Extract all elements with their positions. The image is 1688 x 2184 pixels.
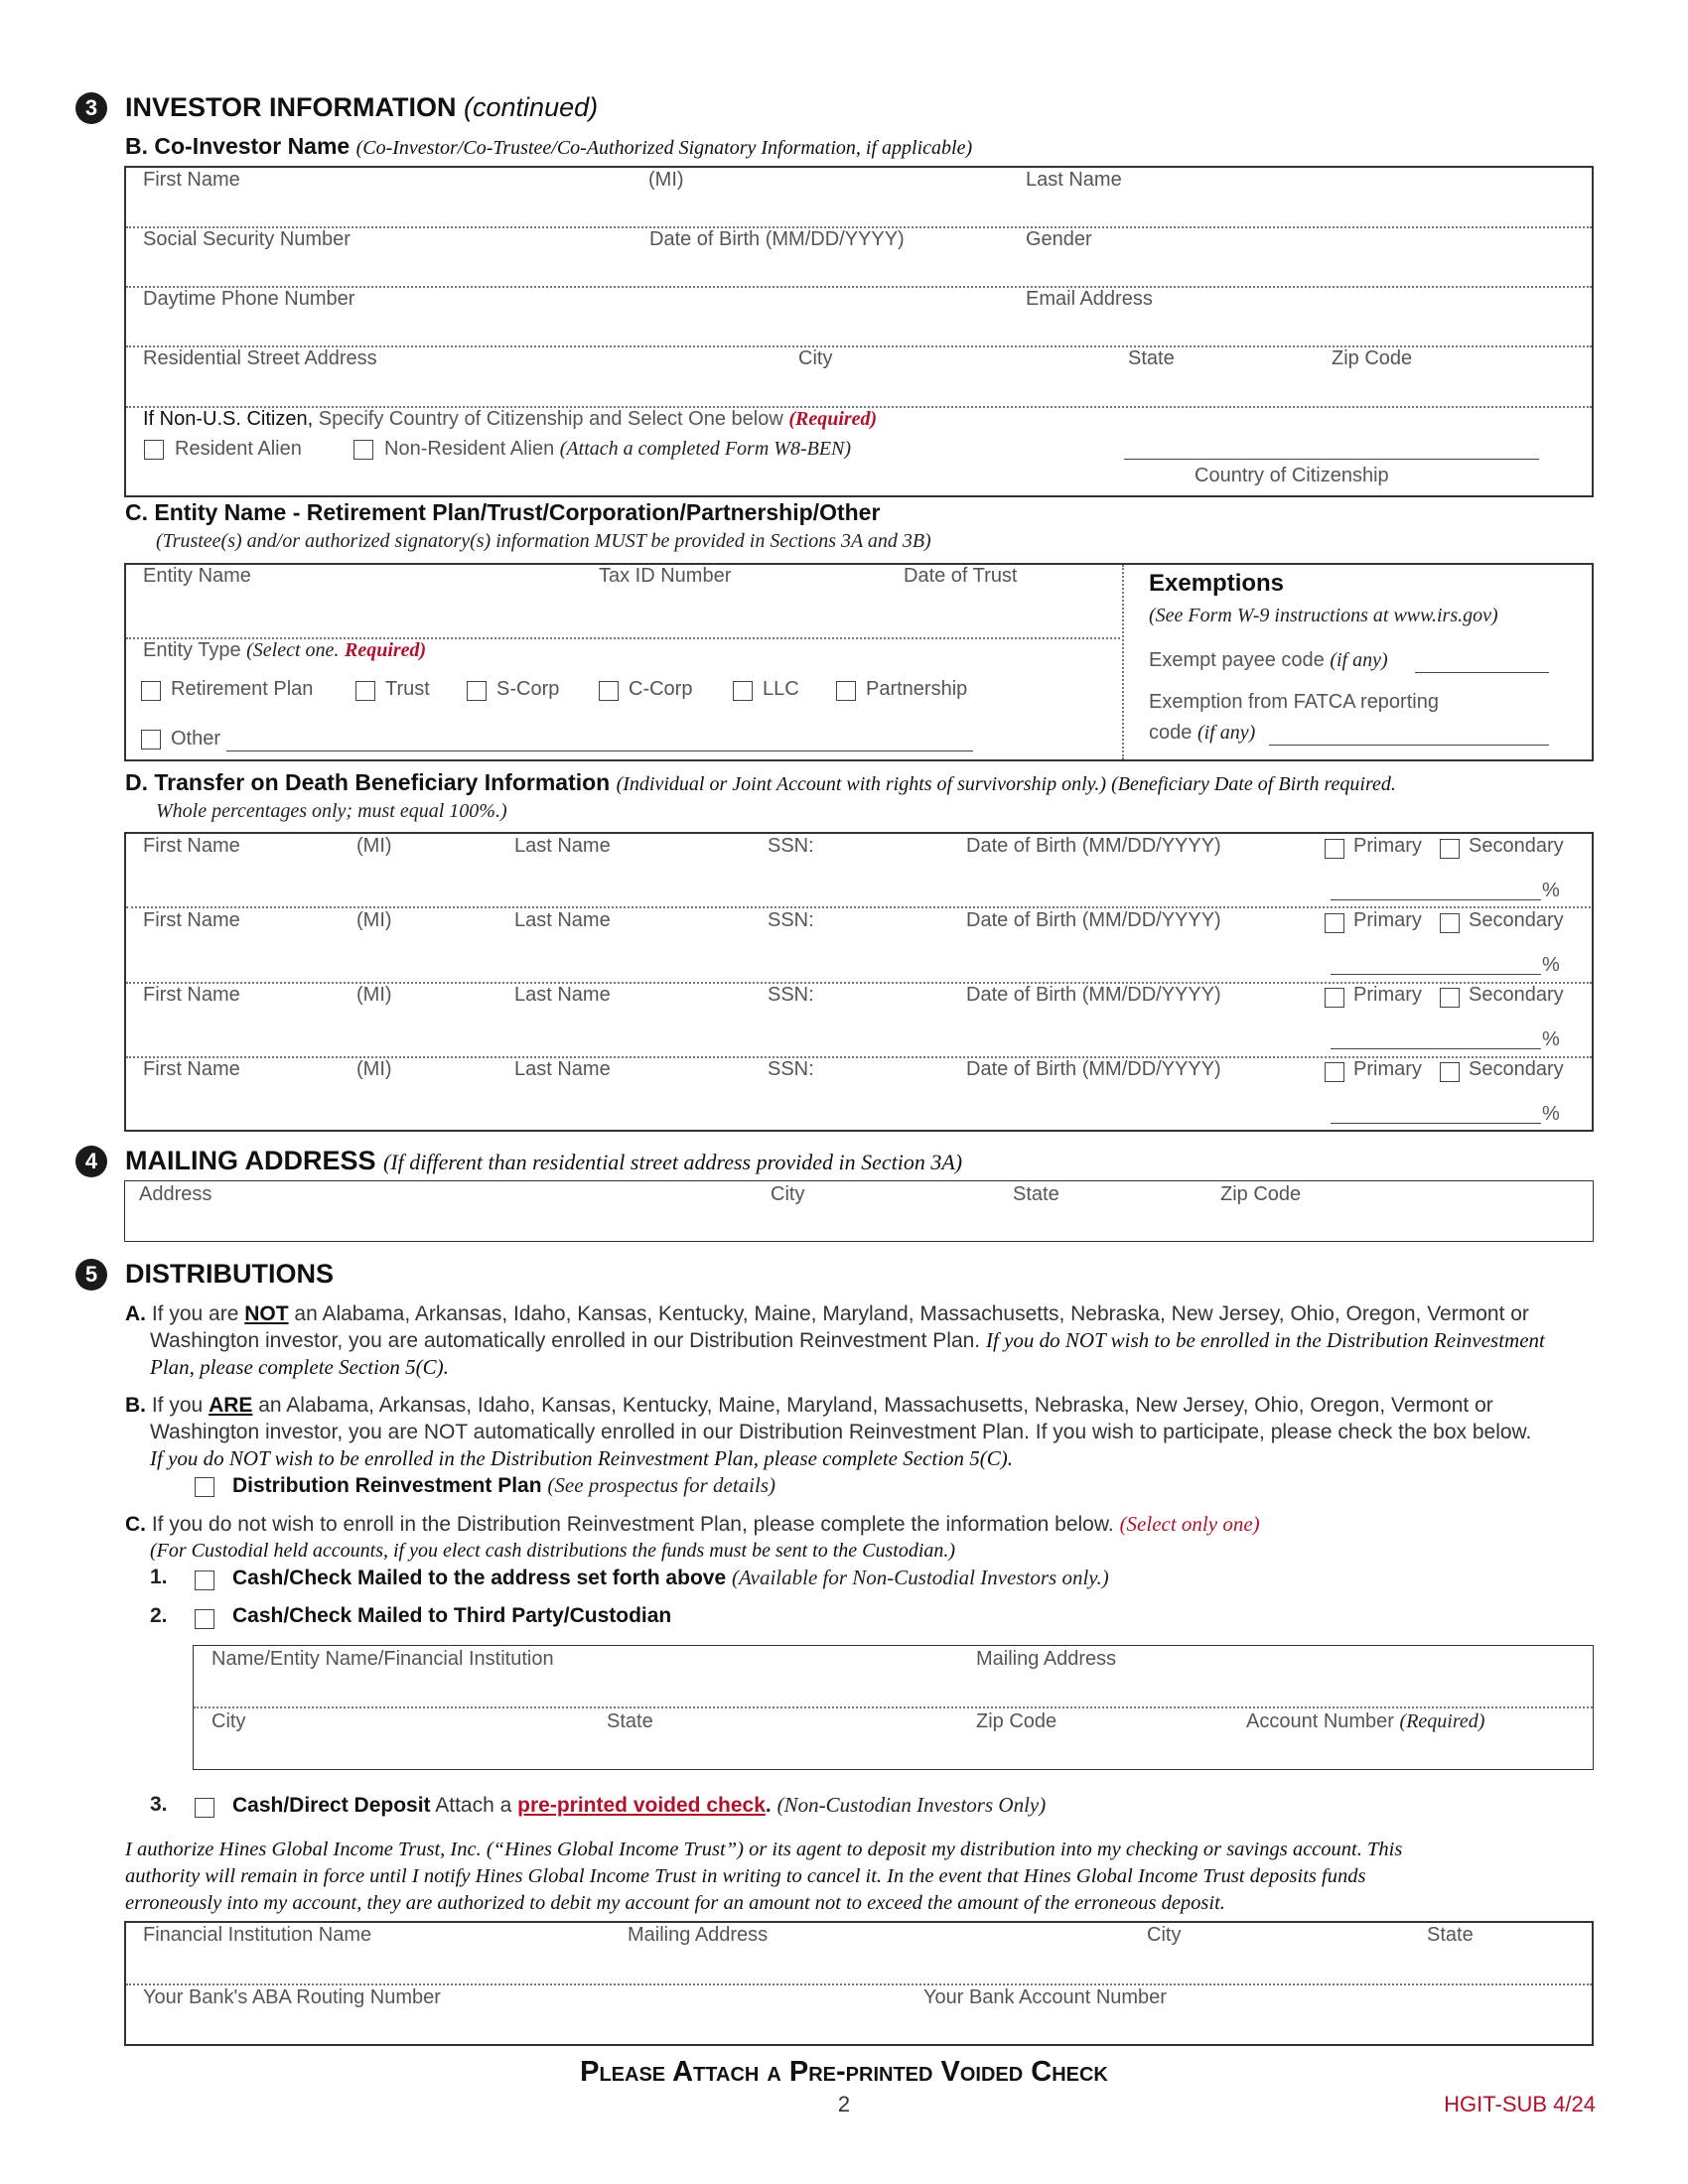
entity-name-field[interactable]: Entity Name — [143, 565, 251, 587]
attach-voided-check-banner: Please Attach a Pre-printed Voided Check — [580, 2056, 1108, 2088]
section-4-heading — [125, 1146, 962, 1176]
distribution-b-line-1 — [125, 1392, 1493, 1419]
third-party-city-field[interactable]: City — [211, 1710, 246, 1732]
beneficiary-first-name[interactable]: First Name — [143, 909, 240, 931]
beneficiary-ssn[interactable]: SSN: — [768, 1058, 814, 1080]
option-3-attach: Attach a — [435, 1794, 512, 1817]
distribution-a-text: an Alabama, Arkansas, Idaho, Kansas, Kentucky, Maine, Maryland, Massachusetts, Nebraska, New Jersey, Ohio, Oregon, Vermont or — [294, 1302, 1529, 1325]
co-investor-zip-field[interactable]: Zip Code — [1332, 347, 1413, 369]
option-3-period: . — [765, 1794, 772, 1817]
distribution-a-label: A. — [125, 1302, 146, 1325]
co-investor-gender-field[interactable]: Gender — [1026, 228, 1092, 250]
co-investor-first-name-field[interactable]: First Name — [143, 169, 240, 191]
co-investor-phone-field[interactable]: Daytime Phone Number — [143, 288, 355, 310]
other-checkbox[interactable] — [141, 730, 161, 750]
exempt-payee-if-any: (if any) — [1330, 649, 1388, 671]
page-number: 2 — [837, 2092, 851, 2116]
distribution-b-are: ARE — [209, 1394, 253, 1417]
option-1-number: 1. — [150, 1566, 168, 1588]
co-investor-state-field[interactable]: State — [1128, 347, 1175, 369]
distribution-a-pre: If you are — [151, 1302, 239, 1325]
other-label: Other — [171, 728, 221, 750]
co-investor-title: B. Co-Investor Name — [125, 133, 351, 159]
distribution-b-line-2: Washington investor, you are NOT automatically enrolled in our Distribution Reinvestment Plan. If you wish to participate, please check the box below. — [150, 1421, 1532, 1443]
beneficiary-primary-checkbox[interactable] — [1325, 913, 1344, 933]
co-investor-box — [124, 166, 1594, 497]
beneficiary-mi[interactable]: (MI) — [356, 909, 392, 931]
entity-name-title: C. Entity Name - Retirement Plan/Trust/Corporation/Partnership/Other — [125, 499, 881, 525]
beneficiary-percent-line[interactable] — [1331, 899, 1541, 900]
mailing-address-field[interactable]: Address — [139, 1183, 212, 1205]
s-corp-label: S-Corp — [496, 678, 560, 700]
bank-mailing-field[interactable]: Mailing Address — [628, 1924, 769, 1946]
authorization-line-1: I authorize Hines Global Income Trust, Inc. (“Hines Global Income Trust”) or its agent to deposit my distribution into my checking or savings account. This — [125, 1839, 1403, 1860]
beneficiary-primary-label: Primary — [1353, 835, 1422, 857]
option-3-checkbox[interactable] — [195, 1798, 214, 1818]
exempt-payee-label — [1149, 649, 1388, 672]
section-3-number: 3 — [75, 92, 107, 124]
country-of-citizenship-line[interactable] — [1124, 459, 1539, 460]
beneficiary-primary-label: Primary — [1353, 984, 1422, 1006]
tax-id-field[interactable]: Tax ID Number — [599, 565, 732, 587]
non-us-required: (Required) — [788, 408, 878, 430]
third-party-mailing-field[interactable]: Mailing Address — [976, 1648, 1117, 1670]
third-party-zip-field[interactable]: Zip Code — [976, 1710, 1057, 1732]
authorization-line-3: erroneously into my account, they are authorized to debit my account for an amount not to exceed the amount of the erroneous deposit. — [125, 1892, 1225, 1914]
section-5-title: DISTRIBUTIONS — [125, 1259, 335, 1289]
third-party-account-field[interactable] — [1246, 1710, 1484, 1733]
option-1-note: (Available for Non-Custodial Investors only.) — [731, 1566, 1109, 1589]
fatca-if-any: (if any) — [1196, 722, 1256, 744]
third-party-account-label: Account Number — [1246, 1710, 1394, 1732]
option-3-note: (Non-Custodian Investors Only) — [776, 1793, 1047, 1817]
drp-label-row — [232, 1473, 775, 1498]
beneficiary-mi[interactable]: (MI) — [356, 835, 392, 857]
beneficiary-ssn[interactable]: SSN: — [768, 984, 814, 1006]
bank-city-field[interactable]: City — [1147, 1924, 1182, 1946]
beneficiary-last-name[interactable]: Last Name — [514, 984, 611, 1006]
distribution-b-pre: If you — [151, 1394, 204, 1417]
mailing-address-box — [124, 1180, 1594, 1242]
trust-label: Trust — [385, 678, 430, 700]
non-us-citizen-bold: If Non-U.S. Citizen, — [143, 408, 314, 430]
llc-label: LLC — [763, 678, 799, 700]
distribution-a-line-2-italic: If you do NOT wish to be enrolled in the Distribution Reinvestment — [986, 1328, 1545, 1352]
option-3-label: Cash/Direct Deposit — [232, 1794, 431, 1817]
beneficiary-percent-line[interactable] — [1331, 1123, 1541, 1124]
section-4-note: (If different than residential street address provided in Section 3A) — [383, 1150, 963, 1174]
option-2-number: 2. — [150, 1604, 168, 1627]
beneficiary-secondary-checkbox[interactable] — [1440, 988, 1460, 1008]
exemptions-title: Exemptions — [1149, 570, 1285, 597]
co-investor-mi-field[interactable]: (MI) — [648, 169, 684, 191]
beneficiary-dob[interactable]: Date of Birth (MM/DD/YYYY) — [966, 984, 1221, 1006]
c-corp-checkbox[interactable] — [599, 681, 619, 701]
beneficiary-primary-checkbox[interactable] — [1325, 988, 1344, 1008]
fatca-label-1: Exemption from FATCA reporting — [1149, 691, 1439, 713]
tod-note-1: (Individual or Joint Account with rights of survivorship only.) (Beneficiary Date of Birth required. — [616, 773, 1396, 795]
non-us-citizen-label — [143, 408, 877, 431]
option-3-row — [232, 1793, 1046, 1818]
distribution-c-custodial: (For Custodial held accounts, if you elect cash distributions the funds must be sent to the Custodian.) — [150, 1540, 956, 1562]
entity-name-note: (Trustee(s) and/or authorized signatory(s) information MUST be provided in Sections 3A and 3B) — [156, 530, 931, 552]
distribution-a-line-3: Plan, please complete Section 5(C). — [150, 1355, 449, 1379]
distribution-b-label: B. — [125, 1394, 146, 1417]
fatca-label-2 — [1149, 722, 1255, 745]
option-1-row — [232, 1566, 1109, 1590]
beneficiary-ssn[interactable]: SSN: — [768, 909, 814, 931]
distribution-a-line-2 — [150, 1327, 1545, 1354]
beneficiary-last-name[interactable]: Last Name — [514, 835, 611, 857]
llc-checkbox[interactable] — [733, 681, 753, 701]
beneficiary-first-name[interactable]: First Name — [143, 984, 240, 1006]
section-3-title — [125, 92, 598, 123]
distribution-b-text: an Alabama, Arkansas, Idaho, Kansas, Kentucky, Maine, Maryland, Massachusetts, Nebraska, New Jersey, Ohio, Oregon, Vermont or — [258, 1394, 1493, 1417]
option-2-checkbox[interactable] — [195, 1609, 214, 1629]
third-party-account-required: (Required) — [1399, 1710, 1485, 1732]
mailing-state-field[interactable]: State — [1013, 1183, 1059, 1205]
bank-account-field[interactable]: Your Bank Account Number — [923, 1986, 1167, 2008]
option-1-label: Cash/Check Mailed to the address set forth above — [232, 1567, 727, 1589]
beneficiary-dob[interactable]: Date of Birth (MM/DD/YYYY) — [966, 835, 1221, 857]
beneficiary-secondary-checkbox[interactable] — [1440, 839, 1460, 859]
distribution-a-line-1 — [125, 1300, 1529, 1327]
form-code: HGIT-SUB 4/24 — [1444, 2092, 1596, 2116]
beneficiary-dob[interactable]: Date of Birth (MM/DD/YYYY) — [966, 909, 1221, 931]
non-us-citizen-text: Specify Country of Citizenship and Select One below — [318, 408, 783, 430]
beneficiary-percent-sign: % — [1542, 1028, 1560, 1050]
option-1-checkbox[interactable] — [195, 1570, 214, 1590]
resident-alien-checkbox[interactable] — [144, 440, 164, 460]
fatca-line[interactable] — [1269, 745, 1549, 746]
bank-fin-name-field[interactable]: Financial Institution Name — [143, 1924, 372, 1946]
date-of-trust-field[interactable]: Date of Trust — [904, 565, 1018, 587]
beneficiary-last-name[interactable]: Last Name — [514, 909, 611, 931]
distribution-b-line-3: If you do NOT wish to be enrolled in the Distribution Reinvestment Plan, please complete Section 5(C). — [150, 1446, 1014, 1470]
beneficiary-first-name[interactable]: First Name — [143, 835, 240, 857]
exemptions-note: (See Form W-9 instructions at www.irs.gov) — [1149, 605, 1498, 626]
option-2-label: Cash/Check Mailed to Third Party/Custodian — [232, 1604, 672, 1627]
beneficiary-primary-checkbox[interactable] — [1325, 1062, 1344, 1082]
bank-routing-field[interactable]: Your Bank's ABA Routing Number — [143, 1986, 441, 2008]
non-resident-alien-checkbox[interactable] — [353, 440, 373, 460]
section-3-title-suffix: (continued) — [464, 92, 599, 122]
co-investor-last-name-field[interactable]: Last Name — [1026, 169, 1122, 191]
drp-label: Distribution Reinvestment Plan — [232, 1474, 542, 1497]
distribution-a-not: NOT — [244, 1302, 289, 1325]
retirement-plan-checkbox[interactable] — [141, 681, 161, 701]
co-investor-note: (Co-Investor/Co-Trustee/Co-Authorized Signatory Information, if applicable) — [355, 137, 973, 159]
distribution-c-text: If you do not wish to enroll in the Distribution Reinvestment Plan, please complete the information below. — [151, 1513, 1114, 1536]
c-corp-label: C-Corp — [629, 678, 693, 700]
country-of-citizenship-label: Country of Citizenship — [1195, 465, 1389, 486]
beneficiary-secondary-checkbox[interactable] — [1440, 1062, 1460, 1082]
tod-heading — [125, 769, 1396, 796]
beneficiary-primary-checkbox[interactable] — [1325, 839, 1344, 859]
beneficiary-last-name[interactable]: Last Name — [514, 1058, 611, 1080]
bank-state-field[interactable]: State — [1427, 1924, 1474, 1946]
beneficiary-primary-label: Primary — [1353, 909, 1422, 931]
exempt-payee-text: Exempt payee code — [1149, 649, 1325, 671]
distribution-a-line-2-text: Washington investor, you are automatically enrolled in our Distribution Reinvestment Plan. — [150, 1329, 981, 1352]
beneficiary-first-name[interactable]: First Name — [143, 1058, 240, 1080]
third-party-state-field[interactable]: State — [607, 1710, 653, 1732]
beneficiary-ssn[interactable]: SSN: — [768, 835, 814, 857]
section-5-number: 5 — [75, 1259, 107, 1291]
beneficiary-percent-sign: % — [1542, 880, 1560, 901]
entity-required: Required) — [344, 639, 427, 661]
beneficiary-secondary-checkbox[interactable] — [1440, 913, 1460, 933]
distribution-c-select: (Select only one) — [1119, 1512, 1260, 1536]
voided-check-link[interactable]: pre-printed voided check — [517, 1794, 766, 1817]
s-corp-checkbox[interactable] — [467, 681, 487, 701]
attach-w8-note: (Attach a completed Form W8-BEN) — [559, 438, 852, 460]
entity-select-one: (Select one. — [246, 639, 340, 661]
distribution-c-line-1 — [125, 1511, 1260, 1538]
tod-note-2: Whole percentages only; must equal 100%.) — [156, 800, 507, 822]
exempt-payee-line[interactable] — [1415, 672, 1549, 673]
non-resident-alien-text: Non-Resident Alien — [384, 438, 555, 460]
third-party-name-field[interactable]: Name/Entity Name/Financial Institution — [211, 1648, 554, 1670]
entity-type-text: Entity Type — [143, 639, 241, 661]
tod-box — [124, 832, 1594, 1132]
trust-checkbox[interactable] — [355, 681, 375, 701]
drp-note: (See prospectus for details) — [547, 1473, 775, 1497]
beneficiary-secondary-label: Secondary — [1469, 1058, 1564, 1080]
beneficiary-secondary-label: Secondary — [1469, 984, 1564, 1006]
beneficiary-percent-sign: % — [1542, 954, 1560, 976]
co-investor-street-field[interactable]: Residential Street Address — [143, 347, 377, 369]
beneficiary-mi[interactable]: (MI) — [356, 1058, 392, 1080]
co-investor-ssn-field[interactable]: Social Security Number — [143, 228, 351, 250]
beneficiary-percent-sign: % — [1542, 1103, 1560, 1125]
section-4-number: 4 — [75, 1146, 107, 1177]
beneficiary-mi[interactable]: (MI) — [356, 984, 392, 1006]
beneficiary-percent-line[interactable] — [1331, 1048, 1541, 1049]
co-investor-email-field[interactable]: Email Address — [1026, 288, 1153, 310]
retirement-plan-label: Retirement Plan — [171, 678, 314, 700]
beneficiary-primary-label: Primary — [1353, 1058, 1422, 1080]
mailing-city-field[interactable]: City — [771, 1183, 805, 1205]
section-4-title: MAILING ADDRESS — [125, 1146, 376, 1175]
section-3-title-text: INVESTOR INFORMATION — [125, 92, 457, 122]
authorization-line-2: authority will remain in force until I notify Hines Global Income Trust in writing to cancel it. In the event that Hines Global Income Trust deposits funds — [125, 1865, 1366, 1887]
drp-checkbox[interactable] — [195, 1477, 214, 1497]
resident-alien-label: Resident Alien — [175, 438, 302, 460]
partnership-checkbox[interactable] — [836, 681, 856, 701]
beneficiary-secondary-label: Secondary — [1469, 835, 1564, 857]
fatca-code-text: code — [1149, 722, 1193, 744]
beneficiary-percent-line[interactable] — [1331, 974, 1541, 975]
co-investor-dob-field[interactable]: Date of Birth (MM/DD/YYYY) — [649, 228, 905, 250]
mailing-zip-field[interactable]: Zip Code — [1220, 1183, 1302, 1205]
distribution-c-label: C. — [125, 1513, 146, 1536]
co-investor-city-field[interactable]: City — [798, 347, 833, 369]
beneficiary-dob[interactable]: Date of Birth (MM/DD/YYYY) — [966, 1058, 1221, 1080]
co-investor-heading — [125, 133, 972, 160]
beneficiary-secondary-label: Secondary — [1469, 909, 1564, 931]
entity-type-label — [143, 639, 426, 662]
partnership-label: Partnership — [866, 678, 968, 700]
option-3-number: 3. — [150, 1793, 168, 1816]
non-resident-alien-label — [384, 438, 851, 461]
tod-title: D. Transfer on Death Beneficiary Information — [125, 769, 611, 795]
